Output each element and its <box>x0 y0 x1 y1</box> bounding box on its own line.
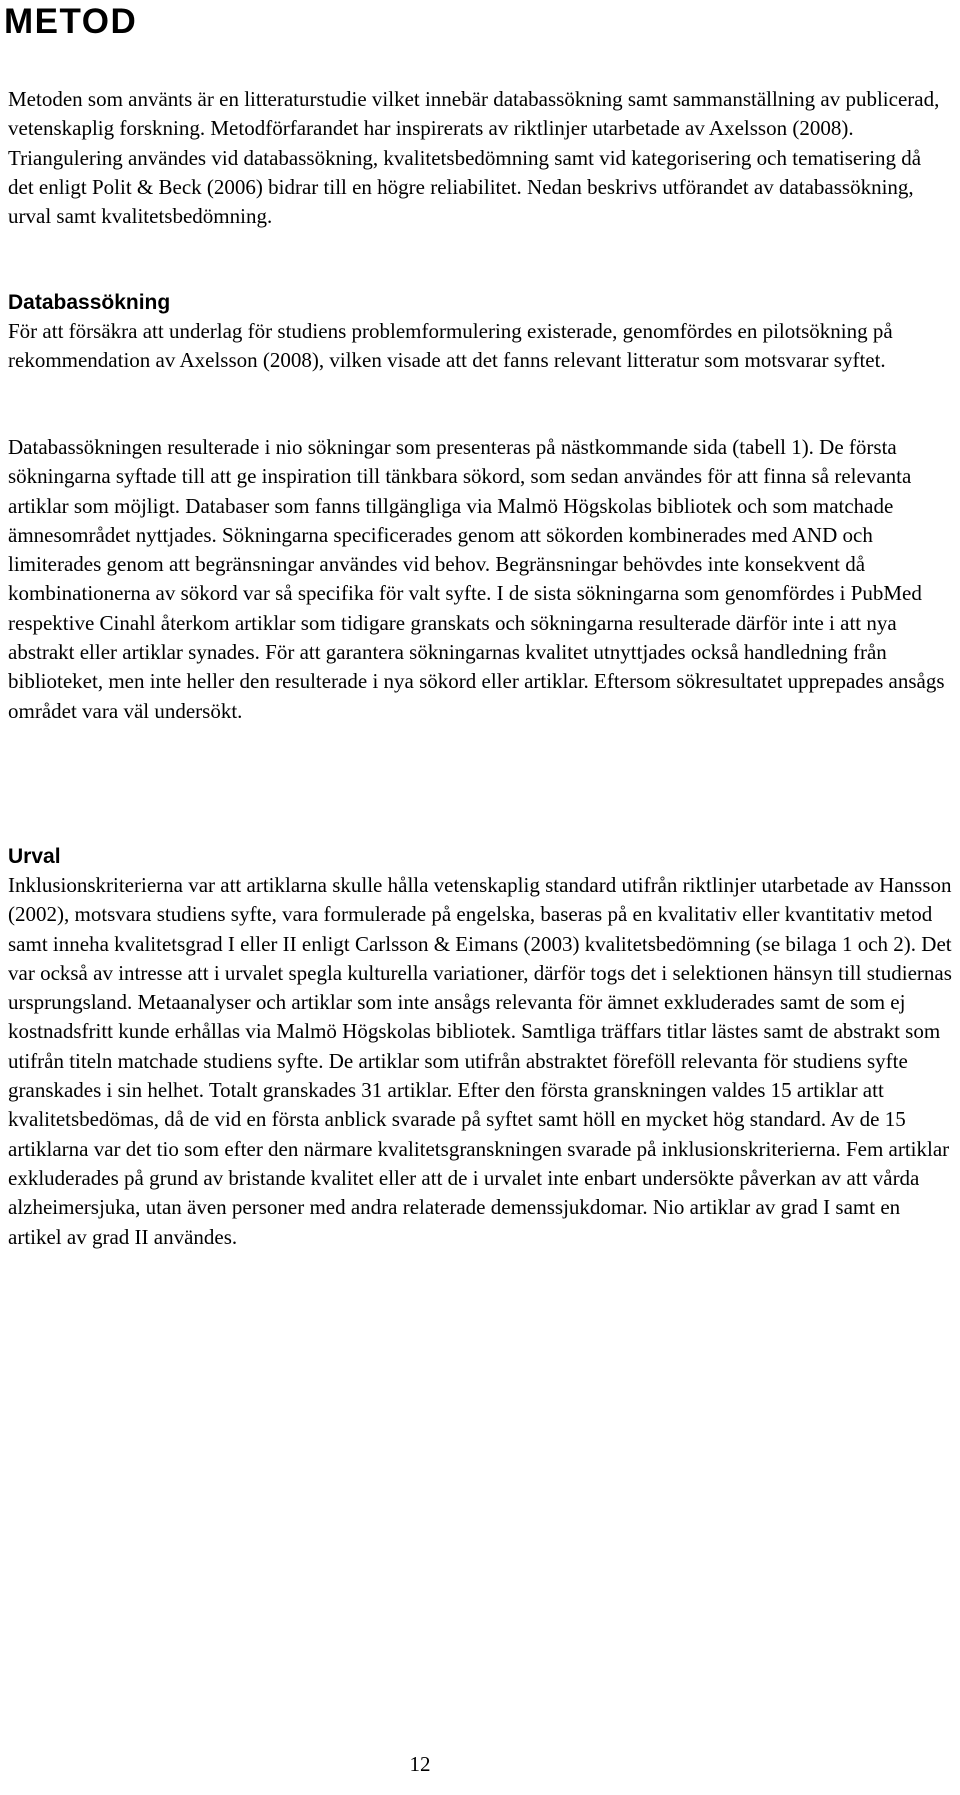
urval-paragraph-1: Inklusionskriterierna var att artiklarna skulle hålla vetenskaplig standard utifrån riktlinjer utarbetade av Hansson (2002), motsvara studiens syfte, vara formulerade på engelska, baseras på en kvalitativ eller kvantitativ metod samt inneha kvalitetsgrad I eller II enligt Carlsson & Eimans (2003) kvalitetsbedömning (se bilaga 1 och 2). Det var också av intresse att i urvalet spegla kulturella variationer, därför togs det i selektionen hänsyn till studiernas ursprungsland. Metaanalyser och artiklar som inte ansågs relevanta för ämnet exkluderades samt de som ej kostnadsfritt kunde erhållas via Malmö Högskolas bibliotek. Samtliga träffars titlar lästes samt de abstrakt som utifrån titeln matchade studiens syfte. De artiklar som utifrån abstraktet föreföll relevanta för studiens syfte granskades i sin helhet. Totalt granskades 31 artiklar. Efter den första granskningen valdes 15 artiklar att kvalitetsbedömas, då de vid en första anblick svarade på syftet samt höll en mycket hög standard. Av de 15 artiklarna var det tio som efter den närmare kvalitetsgranskningen svarade på inklusionskriterierna. Fem artiklar exkluderades på grund av bristande kvalitet eller att de i urvalet inte enbart undersökte påverkan av att vårda alzheimersjuka, utan även personer med andra relaterade demenssjukdomar. Nio artiklar av grad I samt en artikel av grad II användes. <box>8 873 952 1249</box>
intro-paragraph: Metoden som använts är en litteraturstudie vilket innebär databassökning samt sammanställning av publicerad, vetenskaplig forskning. Metodförfarandet har inspirerats av riktlinjer utarbetade av Axelsson (2008). Triangulering användes vid databassökning, kvalitetsbedömning samt vid kategorisering och tematisering då det enligt Polit & Beck (2006) bidrar till en högre reliabilitet. Nedan beskrivs utförandet av databassökning, urval samt kvalitetsbedömning. <box>8 87 940 229</box>
page-heading: METOD <box>4 2 138 41</box>
databassokning-paragraph-2: Databassökningen resulterade i nio sökningar som presenteras på nästkommande sida (tabell 1). De första sökningarna syftade till att ge inspiration till tänkbara sökord, som sedan användes för att finna så relevanta artiklar som möjligt. Databaser som fanns tillgängliga via Malmö Högskolas bibliotek och som matchade ämnesområdet nyttjades. Sökningarna specificerades genom att sökorden kombinerades med AND och limiterades genom att begränsningar användes vid behov. Begränsningar behövdes inte konsekvent då kombinationerna av sökord var så specifika för valt syfte. I de sista sökningarna som genomfördes i PubMed respektive Cinahl återkom artiklar som tidigare granskats och sökningarna resulterade därför inte i att nya abstrakt eller artiklar synades. För att garantera sökningarnas kvalitet utnyttjades också handledning från biblioteket, men inte heller den resulterade i nya sökord eller artiklar. Eftersom sökresultatet upprepades ansågs området vara väl undersökt. <box>8 435 945 723</box>
section-heading-databassokning: Databassökning <box>8 291 171 314</box>
section-heading-urval: Urval <box>8 845 61 868</box>
databassokning-paragraph-1: För att försäkra att underlag för studiens problemformulering existerade, genomfördes en pilotsökning på rekommendation av Axelsson (2008), vilken visade att det fanns relevant litteratur som motsvarar syftet. <box>8 319 893 373</box>
page-number: 12 <box>409 1752 431 1776</box>
